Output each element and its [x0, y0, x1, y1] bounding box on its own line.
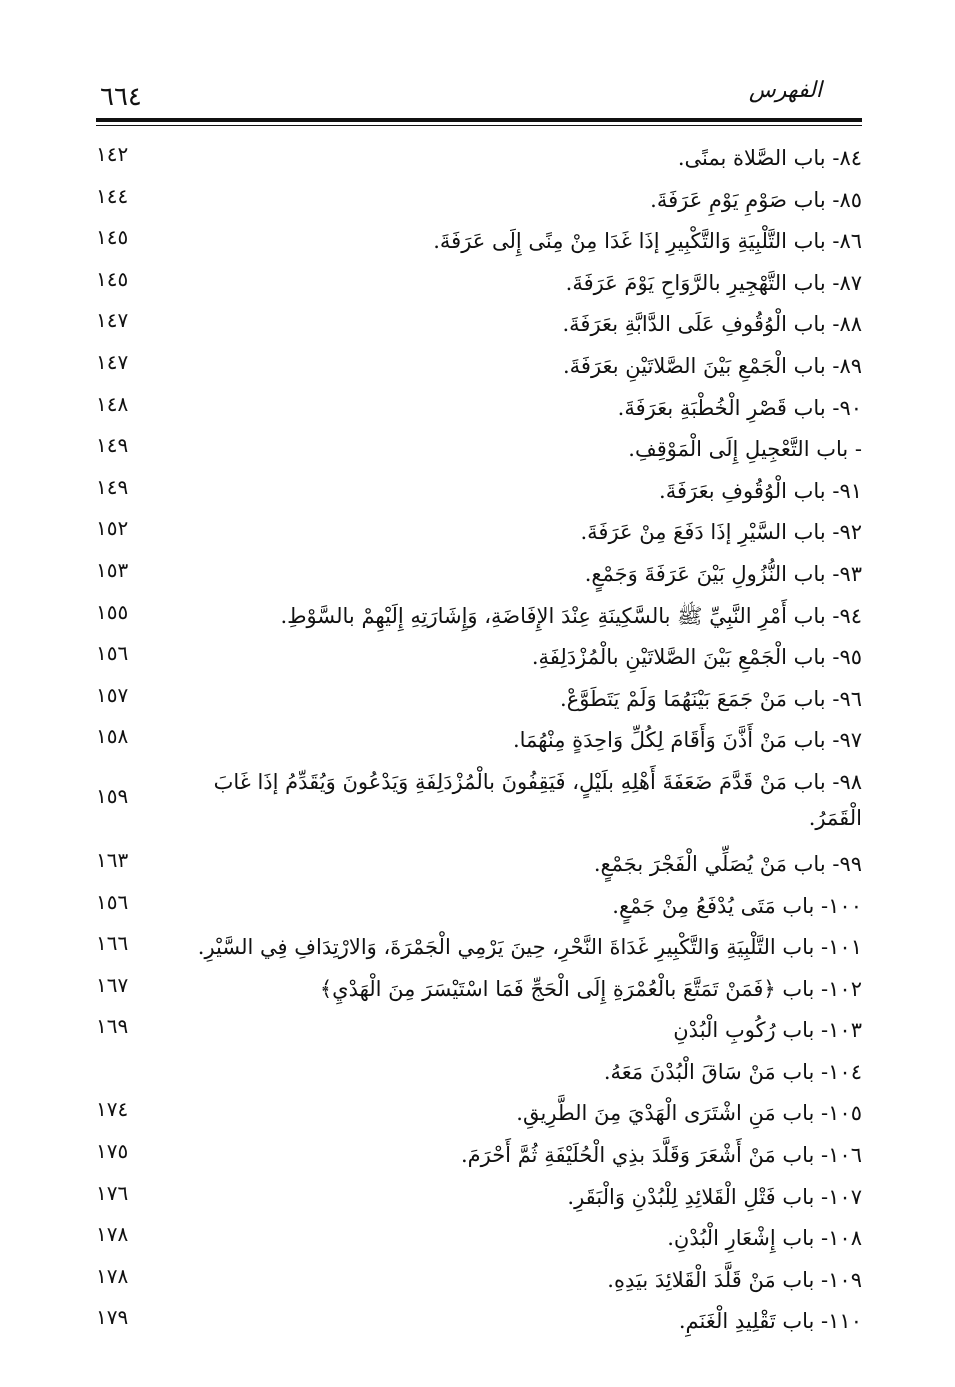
- running-title: الفهرس: [748, 78, 822, 103]
- toc-entry-page: ١٧٥: [96, 1139, 129, 1164]
- toc-entry-title: ١٠٧- باب فَتْلِ الْقَلائِدِ لِلْبُدْنِ وَالْبَقَرِ.: [567, 1184, 862, 1209]
- page-header: [92, 78, 862, 118]
- toc-entry-title: ١٠٤- باب مَنْ سَاقَ الْبُدْنَ مَعَهُ.: [603, 1059, 862, 1084]
- page-number: ٦٦٤: [100, 82, 142, 112]
- toc-entry: [96, 840, 862, 882]
- toc-entry: [96, 508, 862, 550]
- toc-entry-page: ١٤٨: [96, 391, 129, 416]
- toc-entry-page: ١٤٤: [96, 183, 129, 208]
- toc-entry-title: - باب التَّعْجِيلِ إِلَى الْمَوْقِفِ.: [628, 437, 862, 462]
- toc-entry-title: ١٠٨- باب إِشْعَارِ الْبُدْنِ.: [667, 1226, 862, 1251]
- toc-entry: [96, 592, 862, 634]
- header-rule-thick: [96, 118, 862, 122]
- toc-entry-title: ٩٧- باب مَنْ أَذَّنَ وَأَقَامَ لِكُلِّ وَاحِدَةٍ مِنْهُمَا.: [512, 728, 862, 753]
- toc-entry: [96, 134, 862, 176]
- toc-entry-page: ١٥٥: [96, 599, 129, 624]
- toc-entry-title: ١٠٥- باب مَنِ اشْتَرَى الْهَدْيَ مِنَ الطَّرِيقِ.: [516, 1101, 862, 1126]
- toc-entry: [96, 300, 862, 342]
- toc-entry-page: ١٧٨: [96, 1263, 129, 1288]
- header-rule-thin: [96, 125, 862, 126]
- toc-entry: [96, 342, 862, 384]
- toc-entry-page: ١٤٩: [96, 433, 129, 458]
- toc-entry: [96, 1089, 862, 1131]
- toc-entry: [96, 923, 862, 965]
- toc-entry-page: ١٦٧: [96, 972, 129, 997]
- toc-entry: [96, 259, 862, 301]
- toc-entry-title: ١٠٠- باب مَتَى يُدْفَعُ مِنْ جَمْعٍ.: [612, 893, 862, 918]
- toc-entry-title: ١٠٣- باب رُكُوبِ الْبُدْنِ: [673, 1018, 862, 1043]
- toc-entry-title: ٩٥- باب الْجَمْعِ بَيْنَ الصَّلاتَيْنِ بالْمُزْدَلِفَةِ.: [531, 645, 862, 670]
- toc-entry: [96, 882, 862, 924]
- toc-entry-page: ١٤٥: [96, 225, 129, 250]
- toc-entry-title: ١٠٩- باب مَنْ قَلَّدَ الْقَلائِدَ بيَدِهِ.: [607, 1267, 862, 1292]
- toc-entry: [96, 675, 862, 717]
- toc-entry-title: ٨٨- باب الْوُقُوفِ عَلَى الدَّابَّةِ بعَرَفَةَ.: [562, 312, 862, 337]
- toc-entry: [96, 1048, 862, 1090]
- toc-entry-title: ٩١- باب الْوُقُوفِ بعَرَفَةَ.: [659, 478, 862, 503]
- toc-entry-page: ١٥٦: [96, 889, 129, 914]
- toc-entry: [96, 176, 862, 218]
- toc-entry: [96, 758, 862, 840]
- toc-entry-page: ١٧٤: [96, 1097, 129, 1122]
- toc-entry-title: ١٠٢- باب ﴿فَمَنْ تَمَتَّعَ بالْعُمْرَةِ إِلَى الْحَجِّ فَمَا اسْتَيْسَرَ مِنَ الْهَدْيِ﴾: [319, 976, 862, 1001]
- table-of-contents: [96, 134, 862, 1339]
- toc-entry-title: ١٠١- باب التَّلْبِيَةِ وَالتَّكْبِيرِ غَدَاةَ النَّحْرِ، حِينَ يَرْمِي الْجَمْرَةَ، وَالارْتِدَافِ فِي السَّيْرِ.: [197, 935, 862, 960]
- toc-entry-page: ١٥٧: [96, 682, 129, 707]
- toc-entry-title: ١٠٦- باب مَنْ أَشْعَرَ وَقَلَّدَ بذِي الْحُلَيْفَةِ ثُمَّ أَحْرَمَ.: [460, 1143, 862, 1168]
- toc-entry-page: ١٧٦: [96, 1180, 129, 1205]
- toc-entry-page: ١٧٩: [96, 1305, 129, 1330]
- toc-entry-title: ٩٣- باب النُّزُولِ بَيْنَ عَرَفَةَ وَجَمْعٍ.: [584, 561, 862, 586]
- toc-entry: [96, 716, 862, 758]
- toc-entry-title: ٩٨- باب مَنْ قَدَّمَ ضَعَفَةَ أَهْلِهِ بلَيْلٍ، فَيَقِفُونَ بالْمُزْدَلِفَةِ وَيَدْعُونَ وَيُقَدِّمُ إذَا غَابَ الْقَمَرُ.: [213, 769, 862, 830]
- toc-entry-title: ٩٢- باب السَّيْرِ إذَا دَفَعَ مِنْ عَرَفَةَ.: [580, 520, 862, 545]
- toc-entry-page: ١٦٦: [96, 931, 129, 956]
- toc-entry: [96, 550, 862, 592]
- toc-entry-page: ١٥٨: [96, 724, 129, 749]
- toc-entry-title: ٨٥- باب صَوْمِ يَوْمِ عَرَفَةَ.: [650, 187, 862, 212]
- toc-entry: [96, 1173, 862, 1215]
- toc-entry-page: ١٤٢: [96, 142, 129, 166]
- toc-entry: [96, 384, 862, 426]
- toc-entry-page: ١٧٨: [96, 1222, 129, 1247]
- toc-entry: [96, 1214, 862, 1256]
- toc-entry-page: ١٥٩: [96, 783, 129, 808]
- toc-entry-title: ٩٠- باب قَصْرِ الْخُطْبَةِ بعَرَفَةَ.: [617, 395, 862, 420]
- toc-entry: [96, 1131, 862, 1173]
- toc-entry-title: ٩٦- باب مَنْ جَمَعَ بَيْنَهُمَا وَلَمْ يَتَطَوَّعْ.: [560, 686, 862, 711]
- toc-entry-page: ١٤٥: [96, 266, 129, 291]
- toc-entry-page: ١٦٩: [96, 1014, 129, 1039]
- toc-entry: [96, 217, 862, 259]
- toc-entry: [96, 1256, 862, 1298]
- toc-entry-page: ١٤٧: [96, 308, 129, 333]
- toc-entry-title: ٨٤- باب الصَّلاة بمنًى.: [677, 146, 862, 170]
- toc-entry: [96, 1297, 862, 1339]
- toc-entry: [96, 965, 862, 1007]
- toc-entry-title: ٩٩- باب مَنْ يُصَلِّي الْفَجْرَ بجَمْعٍ.: [593, 851, 862, 876]
- toc-entry-page: ١٤٩: [96, 474, 129, 499]
- toc-entry-page: ١٥٦: [96, 641, 129, 666]
- toc-entry: [96, 1006, 862, 1048]
- toc-entry-title: ١١٠- باب تَقْلِيدِ الْغَنَمِ.: [678, 1309, 862, 1334]
- toc-entry-title: ٨٧- باب التَّهْجِيرِ بالرَّوَاحِ يَوْمَ عَرَفَةَ.: [565, 270, 862, 295]
- toc-entry: [96, 467, 862, 509]
- toc-entry-title: ٨٦- باب التَّلْبِيَةِ وَالتَّكْبِيرِ إذَا غَدَا مِنْ مِنًى إِلَى عَرَفَةَ.: [433, 229, 862, 254]
- toc-entry-page: ١٤٧: [96, 349, 129, 374]
- toc-entry-page: ١٥٢: [96, 516, 129, 541]
- toc-entry-title: ٩٤- باب أَمْرِ النَّبِيِّ ﷺ بالسَّكِينَةِ عِنْدَ الإِفَاضَةِ، وَإِشَارَتِهِ إِلَيْهِمْ بالسَّوْطِ.: [280, 603, 862, 628]
- toc-entry: [96, 633, 862, 675]
- toc-entry: [96, 425, 862, 467]
- toc-entry-page: ١٦٣: [96, 847, 129, 872]
- toc-entry-title: ٨٩- باب الْجَمْعِ بَيْنَ الصَّلاتَيْنِ بعَرَفَةَ.: [563, 353, 862, 378]
- toc-entry-page: ١٥٣: [96, 557, 129, 582]
